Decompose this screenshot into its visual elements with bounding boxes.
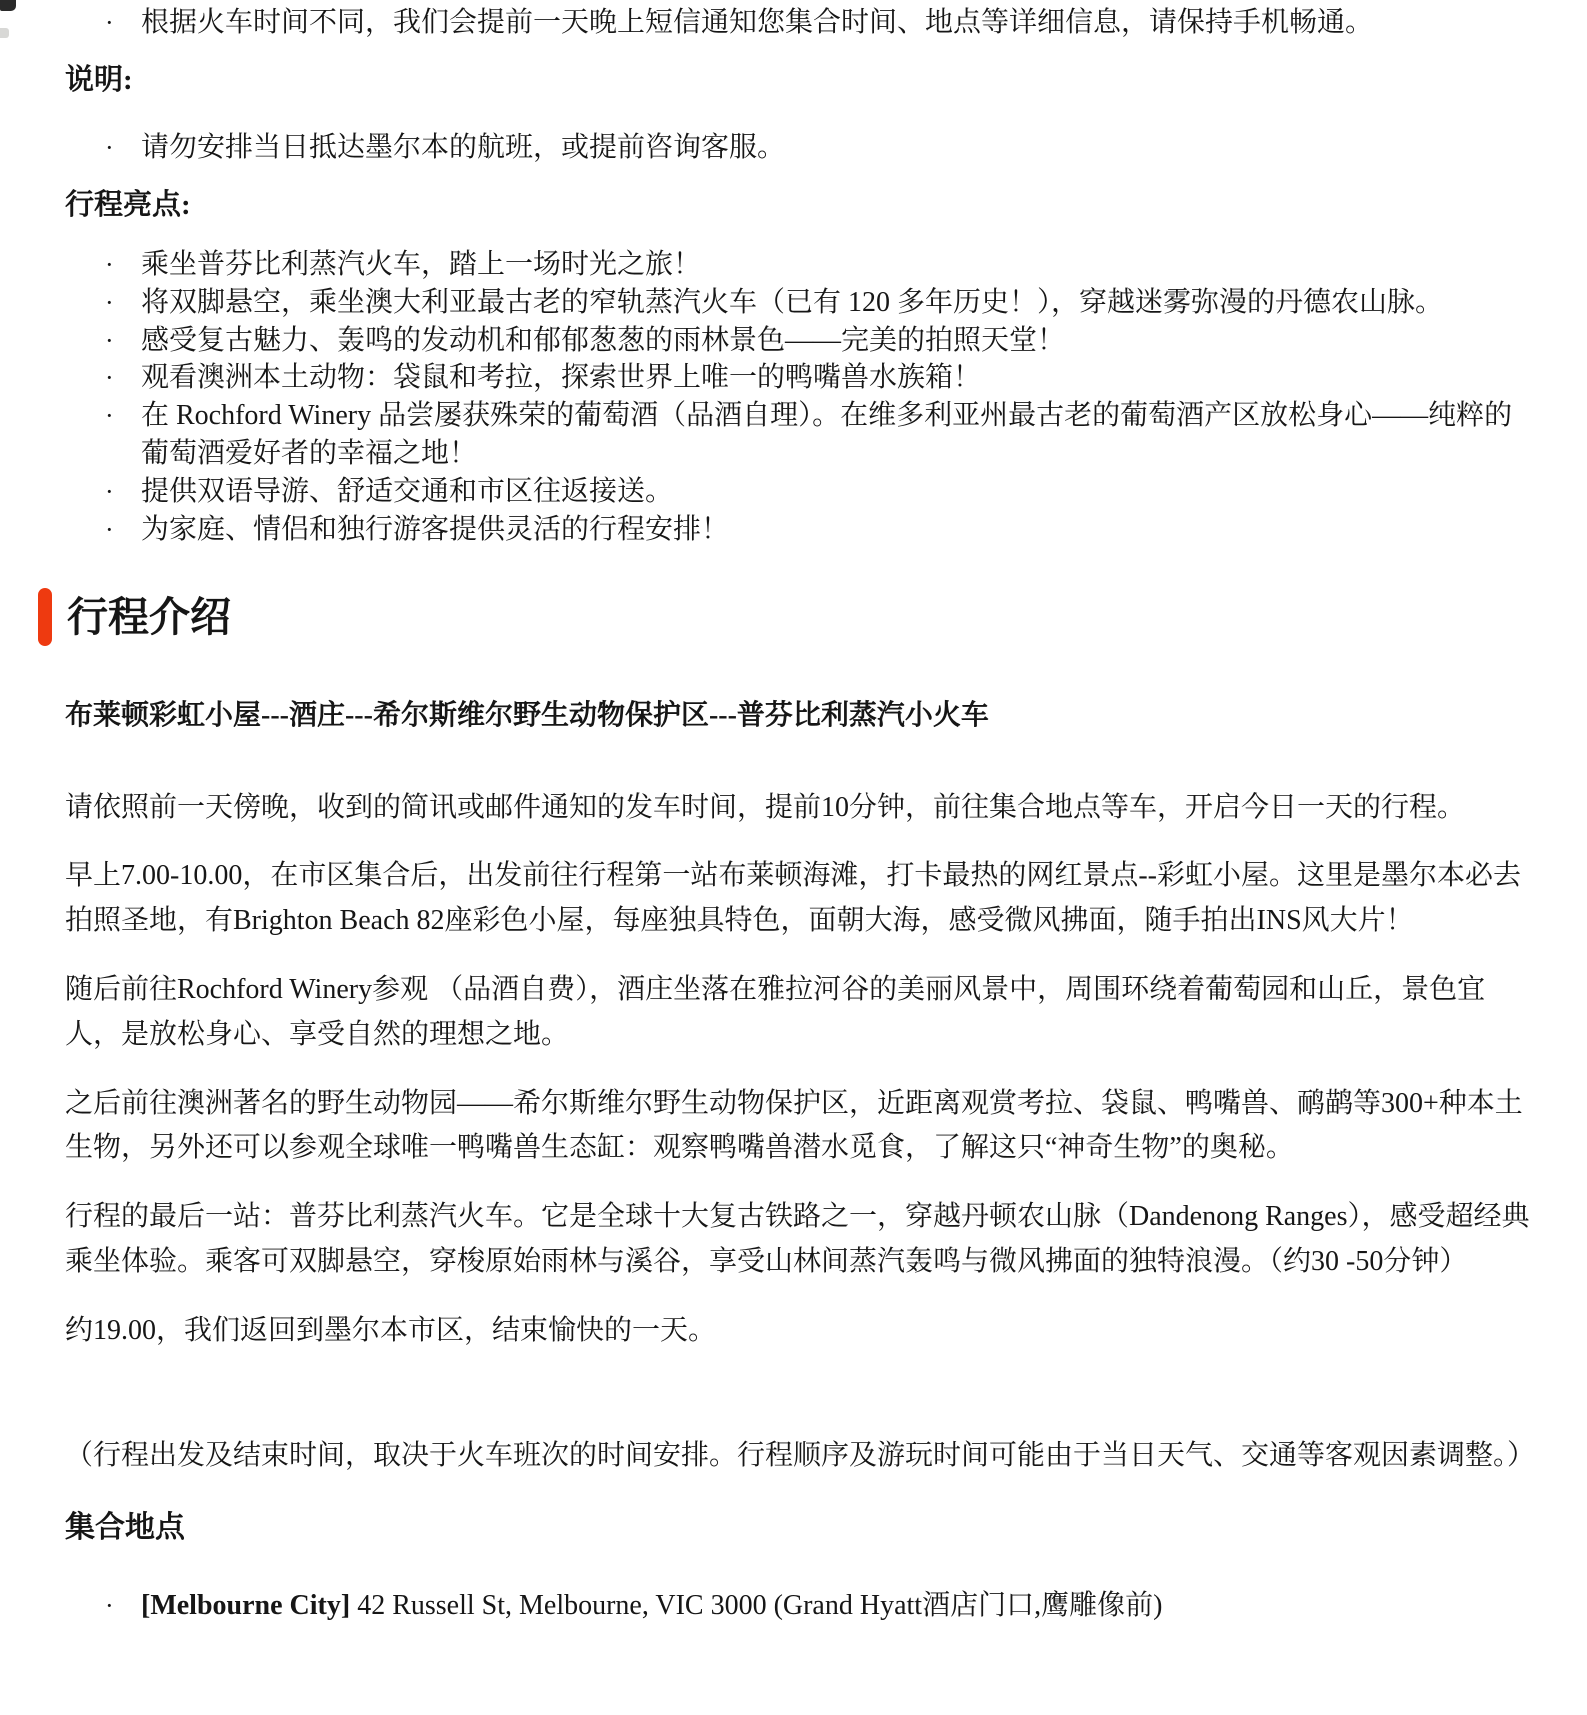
meeting-point-title: 集合地点	[65, 1511, 185, 1545]
section-accent-bar	[38, 588, 52, 646]
highlight-text: 将双脚悬空，乘坐澳大利亚最古老的窄轨蒸汽火车（已有 120 多年历史！），穿越迷雾弥漫的丹德农山脉。	[141, 286, 1444, 318]
bullet-dot-icon: ·	[105, 476, 114, 506]
bullet-dot-icon: ·	[105, 401, 114, 431]
instruction-text: 请勿安排当日抵达墨尔本的航班，或提前咨询客服。	[141, 132, 786, 164]
itinerary-paragraph-3: 随后前往Rochford Winery参观 （品酒自费），酒庄坐落在雅拉河谷的美丽风景中，周围环绕着葡萄园和山丘，景色宜人，是放松身心、享受自然的理想之地。	[65, 973, 1486, 1050]
highlight-item	[105, 322, 1530, 360]
itinerary-paragraph-4: 之后前往澳洲著名的野生动物园——希尔斯维尔野生动物保护区，近距离观赏考拉、袋鼠、鸭嘴兽、鸸鹋等300+种本土生物，另外还可以参观全球唯一鸭嘴兽生态缸：观察鸭嘴兽潜水觅食，了解这只“神奇生物”的奥秘。	[65, 1087, 1523, 1164]
highlight-item	[105, 246, 1530, 284]
highlight-text: 在 Rochford Winery 品尝屡获殊荣的葡萄酒（品酒自理）。在维多利亚州最古老的葡萄酒产区放松身心——纯粹的葡萄酒爱好者的幸福之地！	[141, 400, 1513, 469]
left-edge-artifact	[0, 28, 9, 38]
itinerary-heading	[38, 588, 1530, 646]
top-left-edge-artifact	[0, 0, 16, 11]
highlight-item	[105, 359, 1530, 397]
highlight-text: 为家庭、情侣和独行游客提供灵活的行程安排！	[141, 513, 730, 545]
highlight-text: 乘坐普芬比利蒸汽火车，踏上一场时光之旅！	[141, 248, 702, 280]
bullet-dot-icon: ·	[105, 325, 114, 355]
highlight-text: 提供双语导游、舒适交通和市区往返接送。	[141, 475, 674, 507]
bullet-dot-icon: ·	[105, 514, 114, 544]
meeting-address: 42 Russell St, Melbourne, VIC 3000 (Grand Hyatt酒店门口,鹰雕像前)	[350, 1590, 1163, 1622]
instructions-title: 说明:	[65, 63, 133, 96]
notice-bullet	[105, 4, 1530, 42]
highlight-item	[105, 284, 1530, 322]
highlight-text: 感受复古魅力、轰鸣的发动机和郁郁葱葱的雨林景色——完美的拍照天堂！	[141, 324, 1066, 356]
bullet-dot-icon: ·	[105, 287, 114, 317]
itinerary-title: 行程介绍	[67, 593, 231, 640]
meeting-point-text	[141, 1587, 1530, 1625]
bullet-dot-icon: ·	[105, 249, 114, 279]
highlight-text: 观看澳洲本土动物：袋鼠和考拉，探索世界上唯一的鸭嘴兽水族箱！	[141, 362, 982, 394]
meeting-point-item	[105, 1587, 1530, 1625]
notice-list	[65, 4, 1530, 42]
instruction-item	[105, 129, 1530, 167]
highlights-list	[65, 246, 1530, 548]
itinerary-note: （行程出发及结束时间，取决于火车班次的时间安排。行程顺序及游玩时间可能由于当日天气、交通等客观因素调整。）	[65, 1439, 1536, 1471]
route-subtitle: 布莱顿彩虹小屋---酒庄---希尔斯维尔野生动物保护区---普芬比利蒸汽小火车	[65, 700, 989, 732]
bullet-dot-icon: ·	[105, 8, 114, 37]
highlight-item	[105, 511, 1530, 549]
meeting-point-list	[65, 1587, 1530, 1625]
highlights-title: 行程亮点:	[65, 189, 191, 222]
itinerary-paragraph-5: 行程的最后一站：普芬比利蒸汽火车。它是全球十大复古铁路之一，穿越丹顿农山脉（Dandenong Ranges），感受超经典乘坐体验。乘客可双脚悬空，穿梭原始雨林与溪谷，享受山林间蒸汽轰鸣与微风拂面的独特浪漫。（约30 -50分钟）	[65, 1201, 1530, 1277]
highlight-item	[105, 397, 1530, 473]
bullet-dot-icon: ·	[105, 1591, 114, 1621]
meeting-city-label: [Melbourne City]	[141, 1590, 351, 1622]
bullet-dot-icon: ·	[105, 363, 114, 393]
bullet-dot-icon: ·	[105, 133, 114, 163]
itinerary-paragraph-1: 请依照前一天傍晚，收到的简讯或邮件通知的发车时间，提前10分钟，前往集合地点等车，开启今日一天的行程。	[65, 791, 1466, 823]
instructions-list	[65, 129, 1530, 167]
itinerary-paragraph-6: 约19.00，我们返回到墨尔本市区，结束愉快的一天。	[65, 1314, 717, 1346]
itinerary-paragraph-2: 早上7.00-10.00，在市区集合后，出发前往行程第一站布莱顿海滩，打卡最热的网红景点--彩虹小屋。这里是墨尔本必去拍照圣地，有Brighton Beach 82座彩色小屋，每座独具特色，面朝大海，感受微风拂面，随手拍出INS风大片！	[65, 860, 1521, 937]
highlight-item	[105, 473, 1530, 511]
notice-text: 根据火车时间不同，我们会提前一天晚上短信通知您集合时间、地点等详细信息，请保持手机畅通。	[141, 7, 1374, 38]
